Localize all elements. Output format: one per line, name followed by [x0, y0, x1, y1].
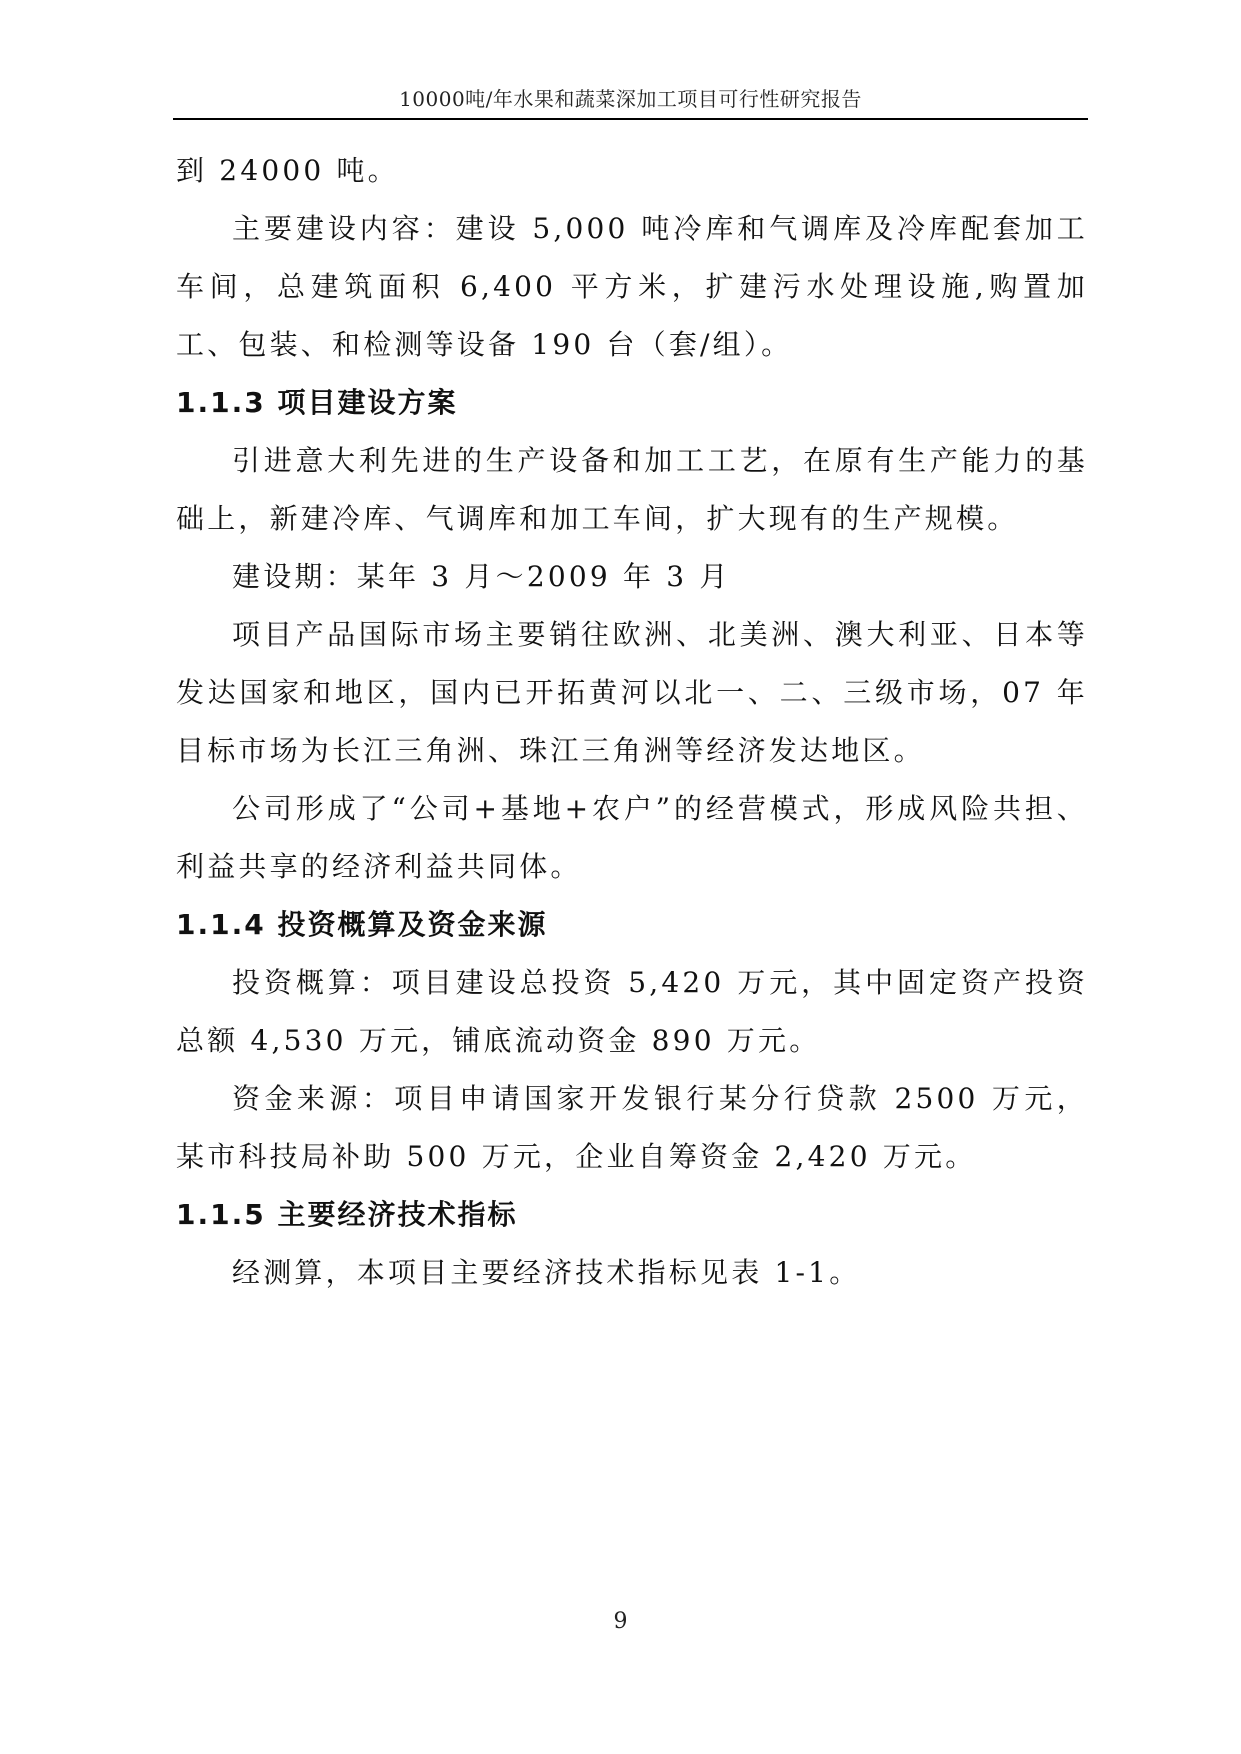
paragraph-continuation: 到 24000 吨。 — [176, 154, 399, 187]
paragraph-construction-content: 主要建设内容：建设 5,000 吨冷库和气调库及冷库配套加工车间，总建筑面积 6,400 平方米，扩建污水处理设施,购置加工、包装、和检测等设备 190 台（套/组）。 — [176, 212, 1088, 361]
paragraph-construction-period: 建设期：某年 3 月～2009 年 3 月 — [232, 560, 731, 593]
page-header — [173, 86, 1088, 120]
paragraph-indicators: 经测算，本项目主要经济技术指标见表 1-1。 — [232, 1256, 861, 1289]
paragraph-business-model: 公司形成了“公司+基地+农户”的经营模式，形成风险共担、利益共享的经济利益共同体。 — [176, 792, 1088, 883]
paragraph-investment-estimate: 投资概算：项目建设总投资 5,420 万元，其中固定资产投资总额 4,530 万元，铺底流动资金 890 万元。 — [176, 966, 1088, 1057]
document-body — [176, 142, 1088, 1302]
section-heading-1-1-3: 1.1.3 项目建设方案 — [176, 386, 458, 419]
header-title: 10000吨/年水果和蔬菜深加工项目可行性研究报告 — [399, 87, 862, 111]
paragraph-construction-plan: 引进意大利先进的生产设备和加工工艺，在原有生产能力的基础上，新建冷库、气调库和加工车间，扩大现有的生产规模。 — [176, 444, 1088, 535]
paragraph-funding-sources: 资金来源：项目申请国家开发银行某分行贷款 2500 万元，某市科技局补助 500 万元，企业自筹资金 2,420 万元。 — [176, 1082, 1088, 1173]
paragraph-market: 项目产品国际市场主要销往欧洲、北美洲、澳大利亚、日本等发达国家和地区，国内已开拓黄河以北一、二、三级市场，07 年目标市场为长江三角洲、珠江三角洲等经济发达地区。 — [176, 618, 1088, 767]
page-number: 9 — [613, 1609, 628, 1634]
section-heading-1-1-4: 1.1.4 投资概算及资金来源 — [176, 908, 548, 941]
section-heading-1-1-5: 1.1.5 主要经济技术指标 — [176, 1198, 518, 1231]
